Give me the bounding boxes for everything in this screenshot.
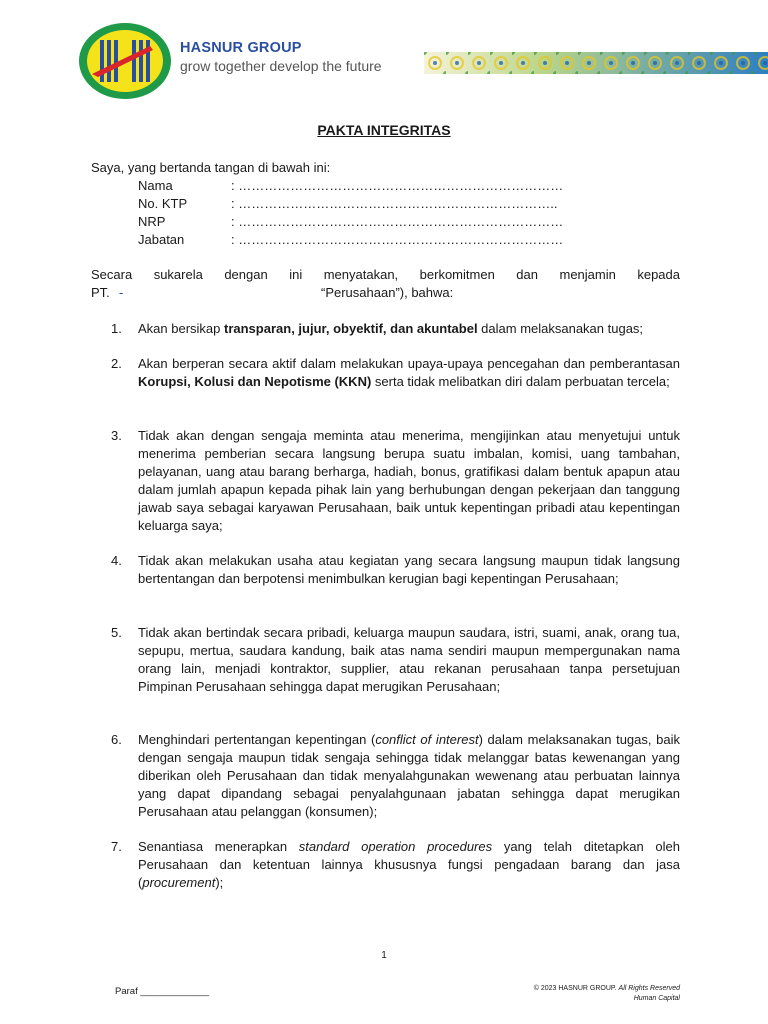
list-item: [111, 320, 680, 338]
list-item-text: [138, 731, 680, 821]
field-row-nrp: [138, 213, 563, 231]
list-item: [111, 427, 680, 535]
text-run: yang telah ditetapkan oleh Perusahaan dan ketentuan lainnya khususnya fungsi pengadaan barang dan jasa (: [138, 839, 680, 890]
brand-tagline: grow together develop the future: [180, 58, 382, 74]
text-run: serta tidak melibatkan diri dalam perbuatan tercela;: [371, 374, 670, 389]
field-label: No. KTP: [138, 196, 188, 211]
field-label: Jabatan: [138, 232, 185, 247]
field-blank: : …………………………………………………………………: [231, 232, 564, 247]
document-title: PAKTA INTEGRITAS: [317, 122, 451, 138]
bold-text: Korupsi, Kolusi dan Nepotisme (KKN): [138, 374, 372, 389]
text-run: Tidak akan melakukan usaha atau kegiatan yang secara langsung maupun tidak langsung bertentangan dan berpotensi menimbulkan kerugian bagi kepentingan Perusahaan;: [138, 553, 680, 586]
list-item-text: [138, 320, 680, 338]
field-blank: : …………………………………………………………………: [231, 214, 564, 229]
field-row-ktp: [138, 195, 557, 213]
text-run: Akan bersikap: [138, 321, 224, 336]
list-item-number: 6.: [111, 732, 122, 747]
list-item-text: [138, 427, 680, 535]
paraf-signature-line: Paraf _____________: [115, 986, 210, 997]
text-run: Akan berperan secara aktif dalam melakukan upaya-upaya pencegahan dan pemberantasan: [138, 356, 680, 371]
declaration-line-1: Secara sukarela dengan ini menyatakan, berkomitmen dan menjamin kepada: [91, 267, 680, 282]
list-item-text: [138, 552, 680, 588]
list-item: [111, 731, 680, 821]
text-run: Senantiasa menerapkan: [138, 839, 299, 854]
list-item-text: [138, 624, 680, 696]
list-item-number: 5.: [111, 625, 122, 640]
copyright-rights: All Rights Reserved: [618, 985, 680, 992]
declaration-line-2: [91, 284, 680, 302]
list-item: [111, 355, 680, 391]
intro-text: Saya, yang bertanda tangan di bawah ini:: [91, 160, 331, 175]
italic-text: procurement: [142, 875, 216, 890]
list-item-number: 4.: [111, 553, 122, 568]
copyright-block: [534, 984, 680, 1004]
list-item-number: 1.: [111, 321, 122, 336]
page-number: 1: [381, 950, 387, 961]
list-item-number: 2.: [111, 356, 122, 371]
field-label: NRP: [138, 214, 166, 229]
list-item-number: 7.: [111, 839, 122, 854]
italic-text: conflict of interest: [375, 732, 479, 747]
declaration-pt: PT.: [91, 285, 110, 300]
field-row-jabatan: [138, 231, 563, 249]
italic-text: standard operation procedures: [298, 839, 493, 854]
text-run: );: [215, 875, 224, 890]
brand-name: HASNUR GROUP: [180, 40, 302, 56]
text-run: Tidak akan dengan sengaja meminta atau menerima, mengijinkan atau menyetujui untuk menerima pemberian secara langsung berupa suatu imbalan, komisi, uang tambahan, pelayanan, uang atau barang berharga, hadiah, bonus, gratifikasi dalam bentuk apapun atau dalam jumlah apapun kepada pihak lain yang berhubungan dengan pekerjaan dan tanggung jawab saya sebagai karyawan Perusahaan, baik untuk kepentingan pribadi atau kepentingan keluarga saya;: [138, 428, 680, 533]
hasnur-logo-icon: [78, 22, 172, 100]
text-run: Menghindari pertentangan kepentingan (: [138, 732, 376, 747]
list-item-text: [138, 355, 680, 391]
declaration-rest: “Perusahaan”), bahwa:: [321, 285, 454, 300]
batik-pattern-banner: [424, 52, 768, 74]
text-run: ) dalam melaksanakan tugas, baik dengan sengaja maupun tidak sengaja sehingga tidak melanggar batas kewenangan yang diberikan oleh Perusahaan dan tidak menyalahgunakan wewenang atau perbuatan lainnya yang dapat dipandang sebagai penyalahgunaan jabatan sehingga dapat merugikan Perusahaan atau pelanggan (konsumen);: [138, 732, 681, 819]
page-header: [0, 0, 768, 110]
department-name: Human Capital: [633, 995, 680, 1002]
company-name-blank: -: [119, 285, 124, 300]
list-item: [111, 838, 680, 892]
department-line: [534, 994, 680, 1004]
text-run: dalam melaksanakan tugas;: [477, 321, 644, 336]
list-item-number: 3.: [111, 428, 122, 443]
field-blank: : ………………………………………………………………..: [231, 196, 558, 211]
field-blank: : …………………………………………………………………: [231, 178, 564, 193]
list-item-text: [138, 838, 680, 892]
field-label: Nama: [138, 178, 173, 193]
field-row-nama: [138, 177, 563, 195]
list-item: [111, 552, 680, 588]
list-item: [111, 624, 680, 696]
text-run: Tidak akan bertindak secara pribadi, keluarga maupun saudara, istri, suami, anak, orang tua, sepupu, mertua, saudara kandung, baik atas nama sendiri maupun mempergunakan nama orang lain, menjadi kontraktor, supplier, atau rekanan perusahaan tanpa persetujuan Pimpinan Perusahaan sehingga dapat merugikan Perusahaan;: [138, 625, 680, 694]
bold-text: transparan, jujur, obyektif, dan akuntabel: [224, 321, 478, 336]
copyright-line: [534, 984, 680, 994]
copyright-prefix: © 2023 HASNUR GROUP.: [533, 985, 619, 992]
